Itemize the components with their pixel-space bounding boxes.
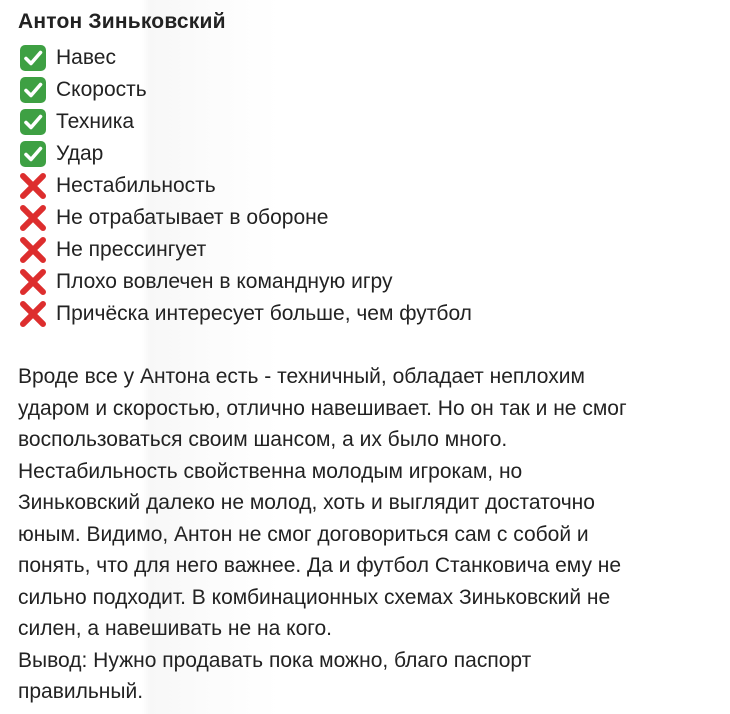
paragraph-line: понять, что для него важнее. Да и футбол Станковича ему не bbox=[18, 554, 622, 577]
green-check-icon bbox=[18, 43, 48, 73]
pro-item-label: Удар bbox=[56, 142, 104, 165]
con-item-label: Не отрабатывает в обороне bbox=[56, 206, 329, 229]
pro-item-label: Техника bbox=[56, 110, 135, 133]
player-name-title: Антон Зиньковский bbox=[18, 10, 226, 33]
pro-item bbox=[18, 42, 472, 74]
paragraph-line: Нестабильность свойственна молодым игрокам, но bbox=[18, 459, 523, 483]
paragraph-line: силен, а навешивать не на кого. bbox=[18, 617, 332, 640]
conclusion-line: Вывод: Нужно продавать пока можно, благо паспорт bbox=[18, 648, 532, 672]
pro-item bbox=[18, 74, 472, 106]
paragraph-line: Зиньковский далеко не молод, хоть и выглядит достаточно bbox=[18, 491, 595, 514]
pro-item bbox=[18, 138, 472, 170]
con-item bbox=[18, 170, 472, 202]
paragraph-line: воспользоваться своим шансом, а их было много. bbox=[18, 428, 508, 451]
con-item-label: Не прессингует bbox=[56, 238, 207, 261]
paragraph-line: ударом и скоростью, отлично навешивает. Но он так и не смог bbox=[18, 396, 627, 420]
green-check-icon bbox=[18, 75, 48, 105]
red-cross-icon bbox=[18, 203, 48, 233]
pro-item-label: Навес bbox=[56, 46, 116, 69]
con-item bbox=[18, 266, 472, 298]
pro-item-label: Скорость bbox=[56, 78, 147, 101]
con-item bbox=[18, 234, 472, 266]
green-check-icon bbox=[18, 139, 48, 169]
pros-cons-list bbox=[18, 42, 472, 330]
con-item bbox=[18, 298, 472, 330]
paragraph-line: юным. Видимо, Антон не смог договориться сам с собой и bbox=[18, 522, 589, 546]
con-item bbox=[18, 202, 472, 234]
con-item-label: Нестабильность bbox=[56, 174, 216, 197]
paragraph-line: сильно подходит. В комбинационных схемах Зиньковский не bbox=[18, 585, 611, 609]
red-cross-icon bbox=[18, 171, 48, 201]
red-cross-icon bbox=[18, 267, 48, 297]
pro-item bbox=[18, 106, 472, 138]
analysis-paragraph bbox=[18, 361, 718, 708]
paragraph-line: Вроде все у Антона есть - техничный, обладает неплохим bbox=[18, 365, 585, 388]
con-item-label: Причёска интересует больше, чем футбол bbox=[56, 302, 472, 325]
red-cross-icon bbox=[18, 299, 48, 329]
con-item-label: Плохо вовлечен в командную игру bbox=[56, 270, 393, 293]
red-cross-icon bbox=[18, 235, 48, 265]
conclusion-line: правильный. bbox=[18, 680, 144, 703]
green-check-icon bbox=[18, 107, 48, 137]
